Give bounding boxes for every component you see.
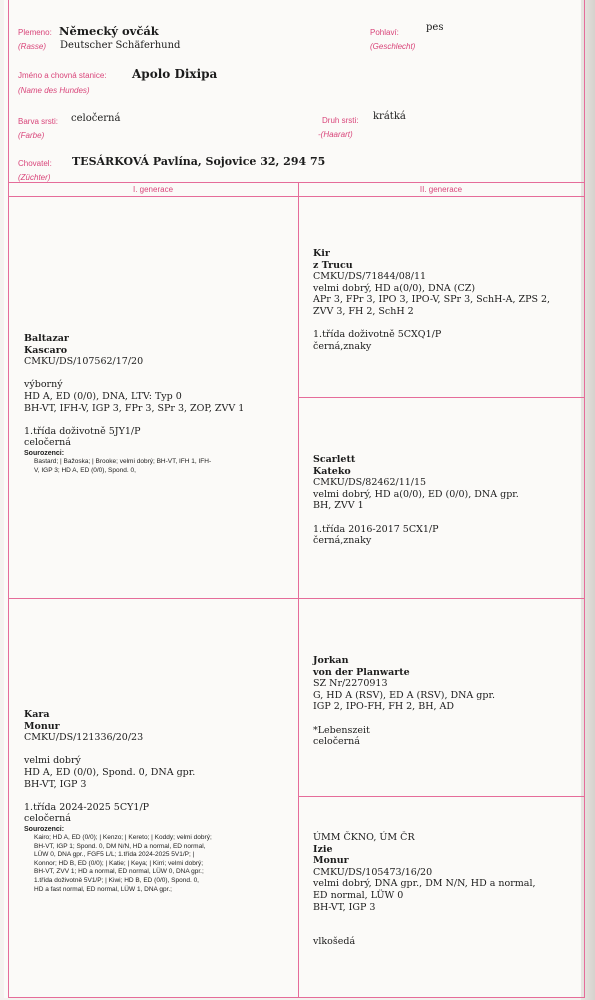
generation-two-header: II. generace <box>419 185 463 194</box>
dams-sire-cell <box>313 655 495 748</box>
coat-value: krátká <box>373 111 406 122</box>
breed-value: Německý ovčák <box>59 24 159 38</box>
sex-value: pes <box>426 22 444 33</box>
dam-siblings-title: Sourozenci: <box>24 825 65 833</box>
dd-blank-2 <box>313 925 536 937</box>
coat-label: Druh srsti: <box>322 116 359 125</box>
ss-class: 1.třída doživotně 5CXQ1/P <box>313 329 442 341</box>
ds-name: Jorkan <box>313 655 349 666</box>
dam-class: 1.třída 2024-2025 5CY1/P <box>24 801 150 813</box>
dd-note: ÚMM ČKNO, ÚM ČR <box>313 832 415 843</box>
sire-blank-2 <box>24 414 244 426</box>
ss-blank <box>313 318 550 330</box>
bottom-border <box>8 997 585 998</box>
sire-exams: BH-VT, IFH-V, IGP 3, FPr 3, SPr 3, ZOP, ZVV 1 <box>24 402 245 414</box>
ss-exams-2: ZVV 3, FH 2, SchH 2 <box>313 305 414 317</box>
breed-label: Plemeno: <box>18 28 52 37</box>
sd-color: černá,znaky <box>313 535 372 547</box>
sire-siblings-line: V, IGP 3; HD A, ED (0/0), Spond. 0, <box>34 466 136 474</box>
dam-kennel: Monur <box>24 720 60 732</box>
sire-reg: CMKU/DS/107562/17/20 <box>24 356 144 368</box>
sex-label: Pohlaví: <box>370 28 399 37</box>
breeder-label-de: (Züchter) <box>18 173 51 182</box>
sire-cell <box>24 333 244 475</box>
color-label-de: (Farbe) <box>18 131 45 140</box>
sire-siblings-line: Bastard; | Bažoska; | Brooke; velmi dobrý; BH-VT, IFH 1, IFH- <box>34 457 212 465</box>
breeder-value: TESÁRKOVÁ Pavlína, Sojovice 32, 294 75 <box>72 155 326 168</box>
dd-exams: BH-VT, IGP 3 <box>313 901 376 913</box>
dd-reg: CMKU/DS/105473/16/20 <box>313 866 433 878</box>
dam-siblings-line: HD a fast normal, ED normal, LÜW 1, DNA gpr.; <box>34 885 172 893</box>
ds-blank <box>313 713 495 725</box>
dd-blank <box>313 913 536 925</box>
color-label: Barva srsti: <box>18 117 59 126</box>
dam-siblings-line: LÜW 0, DNA gpr., FGF5 L/L; 1.třída 2024-2025 5V1/P; | <box>34 851 195 859</box>
dam-siblings-line: BH-VT, ZVV 1; HD a normal, ED normal, LÜW 0, DNA gpr.; <box>34 868 204 876</box>
ss-color: černá,znaky <box>313 340 372 352</box>
ss-reg: CMKU/DS/71844/08/11 <box>313 271 427 283</box>
coat-label-de: -(Haarart) <box>318 130 353 139</box>
sire-blank <box>24 368 244 380</box>
dam-siblings-line: 1.třída doživotně 5V1/P; | Kiwi; HD B, ED (0/0), Spond. 0, <box>34 876 199 884</box>
color-value: celočerná <box>71 113 121 124</box>
generation-column-divider <box>298 182 299 998</box>
name-value: Apolo Dixipa <box>132 67 218 81</box>
sd-health: velmi dobrý, HD a(0/0), ED (0/0), DNA gpr. <box>313 488 519 500</box>
generation-divider <box>8 196 584 197</box>
sd-reg: CMKU/DS/82462/11/15 <box>313 477 427 489</box>
ds-reg: SZ Nr/2270913 <box>313 678 388 690</box>
ds-color: celočerná <box>313 736 360 748</box>
ss-name: Kir <box>313 248 330 259</box>
dam-name: Kara <box>24 709 50 720</box>
dam-blank-2 <box>24 790 212 802</box>
dd-health: velmi dobrý, DNA gpr., DM N/N, HD a normal, <box>313 878 536 890</box>
dd-color: vlkošedá <box>313 936 356 948</box>
sire-class: 1.třída doživotně 5JY1/P <box>24 425 141 437</box>
sires-dam-cell <box>313 454 519 547</box>
ds-health: G, HD A (RSV), ED A (RSV), DNA gpr. <box>313 689 495 701</box>
left-border <box>8 0 9 998</box>
breed-label-de: (Rasse) <box>18 42 47 51</box>
sires-sire-cell <box>313 248 550 352</box>
sd-blank <box>313 512 519 524</box>
dd-name: Izie <box>313 843 333 855</box>
sire-name: Baltazar <box>24 333 69 344</box>
dam-exams: BH-VT, IGP 3 <box>24 778 87 790</box>
breed-value-de: Deutscher Schäferhund <box>60 40 181 51</box>
dam-health: HD A, ED (0/0), Spond. 0, DNA gpr. <box>24 766 196 778</box>
ds-exams: IGP 2, IPO-FH, FH 2, BH, AD <box>313 701 455 713</box>
ss-kennel: z Trucu <box>313 259 353 271</box>
dams-dam-cell <box>313 832 536 948</box>
dam-rating: velmi dobrý <box>24 755 81 767</box>
dam-reg: CMKU/DS/121336/20/23 <box>24 732 144 744</box>
dd-health-2: ED normal, LÜW 0 <box>313 889 404 901</box>
dam-blank <box>24 744 212 756</box>
sd-class: 1.třída 2016-2017 5CX1/P <box>313 523 439 535</box>
sire-health: HD A, ED (0/0), DNA, LTV: Typ 0 <box>24 390 182 402</box>
ds-class: *Lebenszeit <box>313 724 370 736</box>
dam-siblings-line: Konnor; HD B, ED (0/0); | Katie; | Keya; | Kirri; velmi dobrý; <box>34 859 204 867</box>
sex-label-de: (Geschlecht) <box>370 42 416 51</box>
ss-sd-divider <box>298 397 585 398</box>
name-label: Jméno a chovná stanice: <box>18 71 107 80</box>
sd-exams: BH, ZVV 1 <box>313 500 364 512</box>
breeder-label: Chovatel: <box>18 159 52 168</box>
sire-color: celočerná <box>24 437 71 449</box>
dam-color: celočerná <box>24 813 71 825</box>
dam-siblings-line: BH-VT, IGP 1; Spond. 0, DM N/N, HD a normal, ED normal, <box>34 842 206 850</box>
sire-siblings-title: Sourozenci: <box>24 449 65 457</box>
dd-kennel: Monur <box>313 855 349 867</box>
sire-rating: výborný <box>24 379 63 391</box>
right-border <box>584 0 585 998</box>
sd-kennel: Kateko <box>313 465 351 477</box>
ds-kennel: von der Planwarte <box>313 666 410 678</box>
sire-dam-divider <box>8 598 585 599</box>
dam-siblings-line: Kairo; HD A, ED (0/0); | Kenzo; | Kereto; | Koddy; velmi dobrý; <box>34 833 212 841</box>
name-label-de: (Name des Hundes) <box>18 86 90 95</box>
ss-health: velmi dobrý, HD a(0/0), DNA (CZ) <box>313 282 476 294</box>
ss-exams: APr 3, FPr 3, IPO 3, IPO-V, SPr 3, SchH-A, ZPS 2, <box>313 294 551 306</box>
dam-cell <box>24 709 212 894</box>
header-divider <box>8 182 584 183</box>
sire-kennel: Kascaro <box>24 344 68 356</box>
sd-name: Scarlett <box>313 454 356 465</box>
generation-one-header: I. generace <box>132 185 174 194</box>
ds-dd-divider <box>298 796 585 797</box>
